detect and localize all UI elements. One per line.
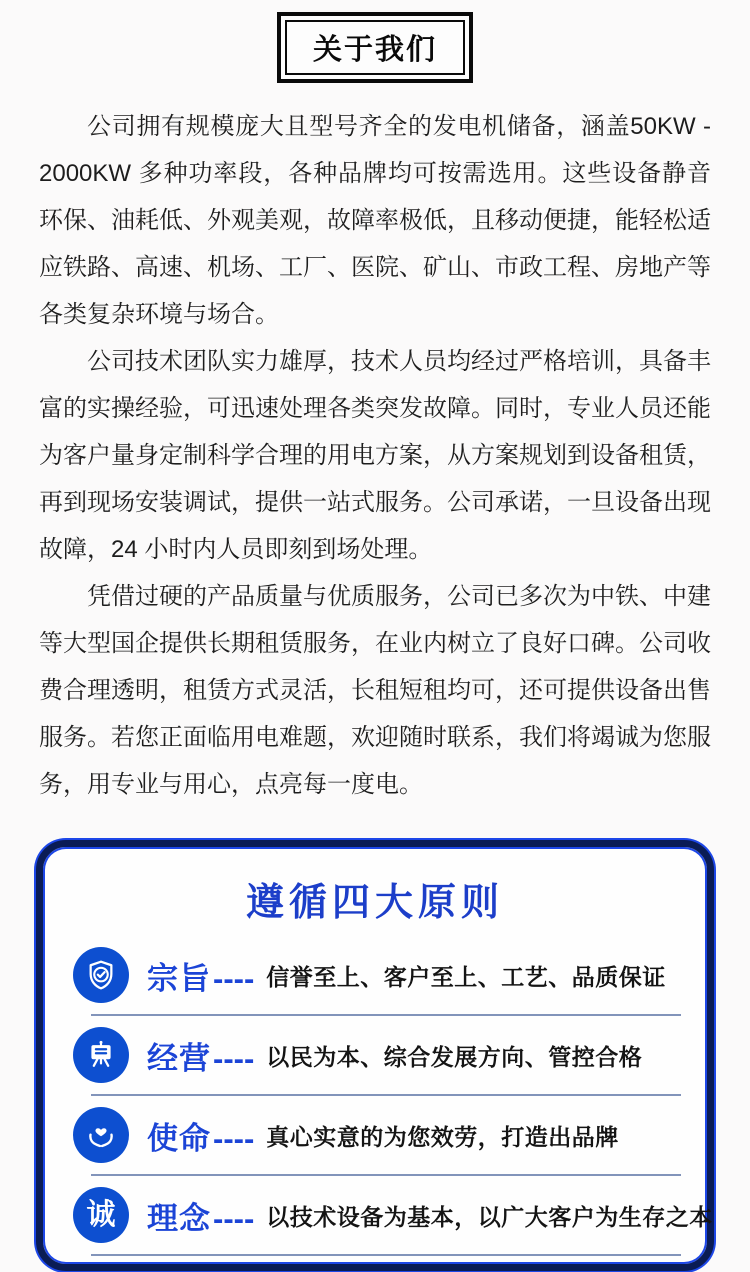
about-paragraph-2: 公司技术团队实力雄厚，技术人员均经过严格培训，具备丰富的实操经验，可迅速处理各类突发故障。同时，专业人员还能为客户量身定制科学合理的用电方案，从方案规划到设备租赁，再到现场安装调试，提供一站式服务。公司承诺，一旦设备出现故障，24 小时内人员即刻到场处理。 bbox=[39, 348, 711, 563]
principle-desc: 以民为本、综合发展方向、管控合格 bbox=[266, 1043, 643, 1070]
principle-desc: 信誉至上、客户至上、工艺、品质保证 bbox=[266, 963, 666, 990]
presentation-board-icon bbox=[73, 1027, 129, 1083]
about-title-box bbox=[277, 12, 473, 83]
page-title: 关于我们 bbox=[285, 20, 465, 75]
principle-row-concept bbox=[65, 1176, 713, 1254]
principle-row-operation bbox=[65, 1016, 685, 1094]
principle-label: 经营---- bbox=[147, 1040, 255, 1076]
integrity-char-icon: 诚 bbox=[73, 1187, 129, 1243]
row-divider bbox=[91, 1254, 681, 1256]
about-section bbox=[39, 103, 711, 808]
about-us-page bbox=[0, 12, 750, 1272]
about-paragraph-3: 凭借过硬的产品质量与优质服务，公司已多次为中铁、中建等大型国企提供长期租赁服务，在业内树立了良好口碑。公司收费合理透明，租赁方式灵活，长租短租均可，还可提供设备出售服务。若您正面临用电难题，欢迎随时联系，我们将竭诚为您服务，用专业与用心，点亮每一度电。 bbox=[39, 583, 711, 798]
principle-label: 使命---- bbox=[147, 1120, 255, 1156]
principles-panel bbox=[36, 840, 714, 1271]
about-paragraph-1: 公司拥有规模庞大且型号齐全的发电机储备，涵盖50KW - 2000KW 多种功率段，各种品牌均可按需选用。这些设备静音环保、油耗低、外观美观，故障率极低，且移动便捷，能轻松适应铁路、高速、机场、工厂、医院、矿山、市政工程、房地产等各类复杂环境与场合。 bbox=[39, 113, 711, 328]
principle-row-mission bbox=[65, 1096, 685, 1174]
principles-title: 遵循四大原则 bbox=[245, 882, 504, 924]
hands-heart-icon bbox=[73, 1107, 129, 1163]
principle-desc: 真心实意的为您效劳，打造出品牌 bbox=[266, 1123, 619, 1150]
principle-label: 理念---- bbox=[147, 1200, 255, 1236]
principle-row-purpose bbox=[65, 936, 685, 1014]
principle-label: 宗旨---- bbox=[147, 960, 255, 996]
principle-desc: 以技术设备为基本，以广大客户为生存之本 bbox=[266, 1203, 713, 1230]
shield-check-icon bbox=[73, 947, 129, 1003]
